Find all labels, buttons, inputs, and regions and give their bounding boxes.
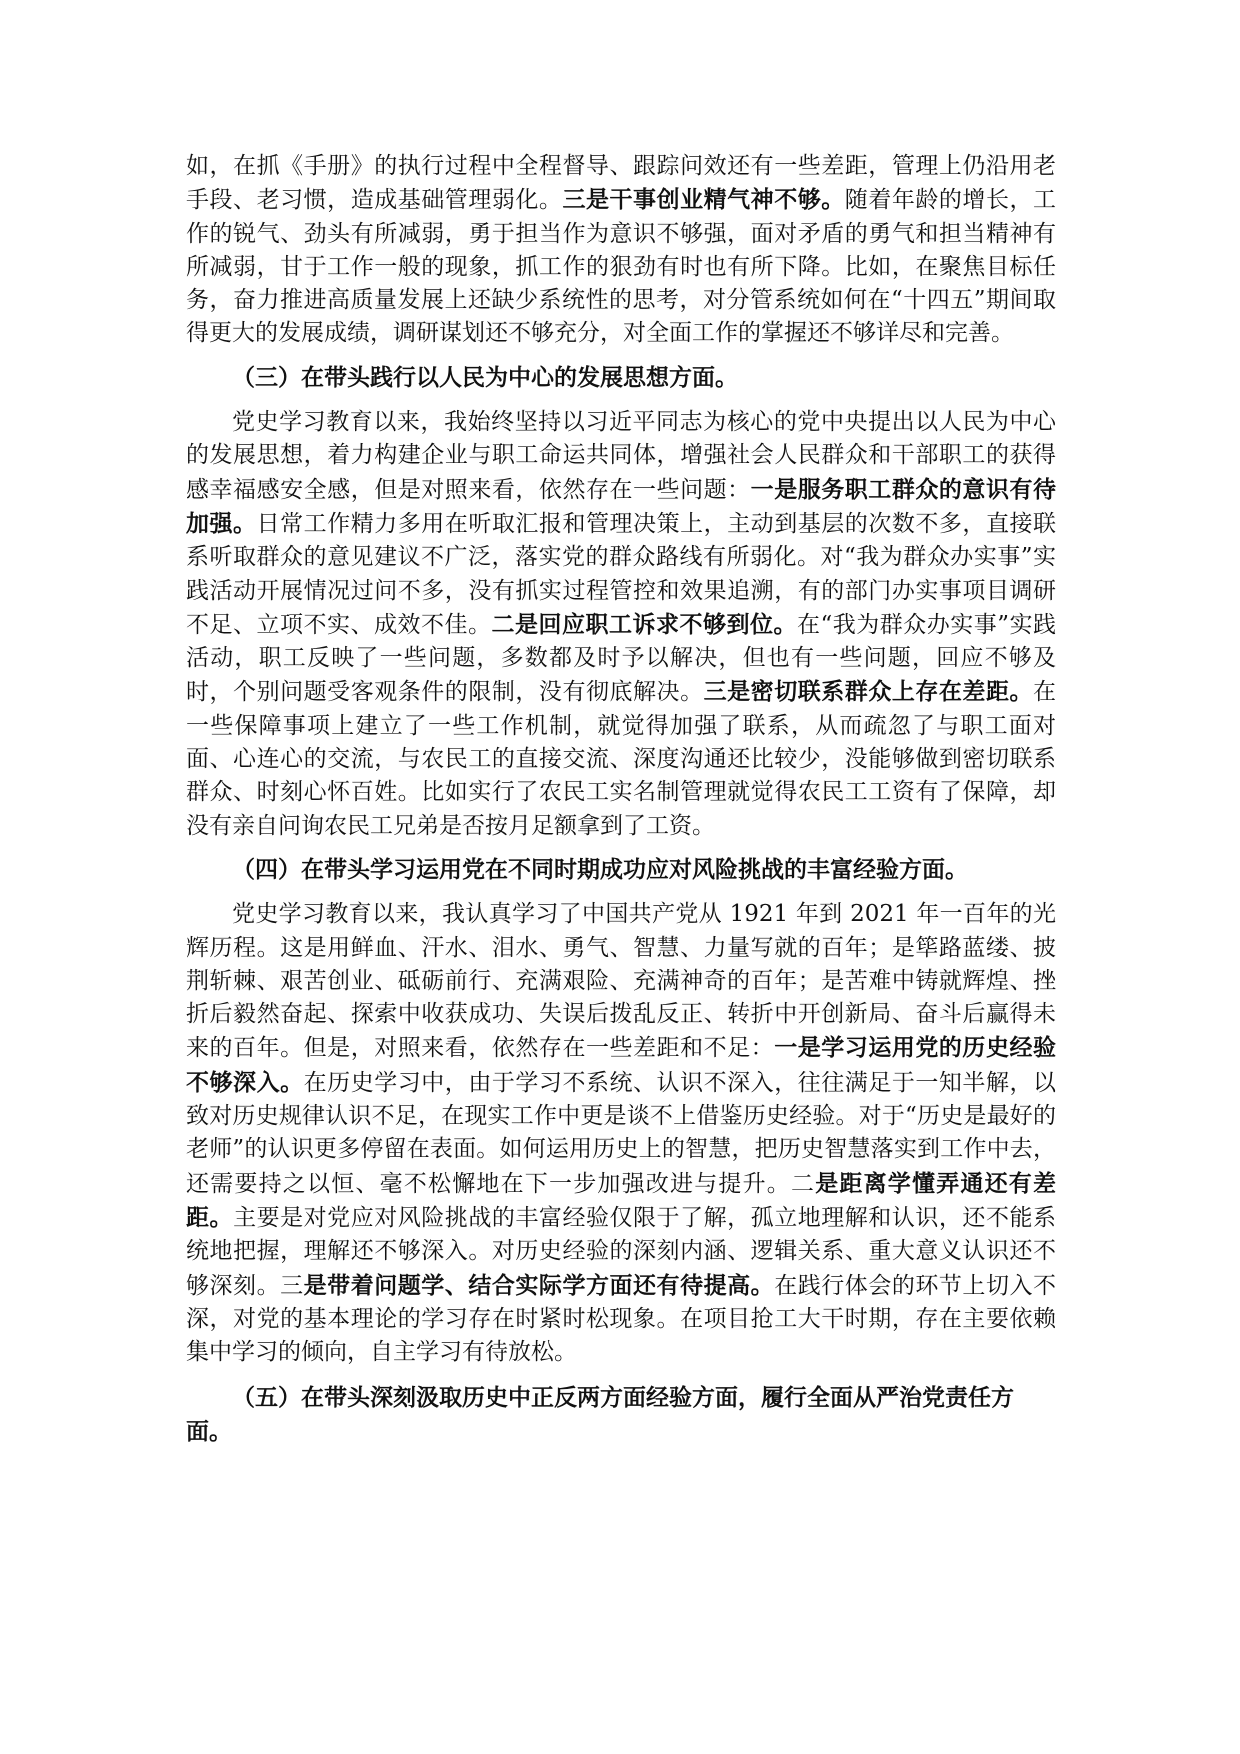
body-text: 在一些保障事项上建立了一些工作机制，就觉得加强了联系，从而疏忽了与职工面对面、心连心的交流，与农民工的直接交流、深度沟通还比较少，没能够做到密切联系群众、时刻心怀百姓。比如实行了农民工实名制管理就觉得农民工工资有了保障，却没有亲自问询农民工兄弟是否按月足额拿到了工资。	[186, 679, 1057, 839]
section-heading-3: （三）在带头践行以人民为中心的发展思想方面。	[232, 363, 738, 391]
paragraph-section-3	[186, 406, 1056, 843]
body-text: 主要是对党应对风险挑战的丰富经验仅限于了解，孤立地理解和认识，还不能系统地把握，理解还不够深入。对历史经验的深刻内涵、逻辑关系、重大意义认识还不够深刻。三	[186, 1204, 1057, 1299]
emphasis-text: 一是学习运用党的历史经验不够深入。	[186, 1034, 1057, 1096]
section-heading-4: （四）在带头学习运用党在不同时期成功应对风险挑战的丰富经验方面。	[232, 855, 968, 883]
emphasis-text: 三是密切联系群众上存在差距。	[703, 678, 1034, 706]
body-text: 日常工作精力多用在听取汇报和管理决策上，主动到基层的次数不多，直接联系听取群众的意见建议不广泛，落实党的群众路线有所弱化。对“我为群众办实事”实践活动开展情况过问不多，没有抓实过程管控和效果追溯，有的部门办实事项目调研不足、立项不实、成效不佳。	[186, 510, 1057, 638]
document-page	[186, 150, 1056, 1460]
emphasis-text: 一是服务职工群众的意识有待加强。	[186, 475, 1057, 537]
paragraph-section-4	[186, 898, 1056, 1369]
body-text: 党史学习教育以来，我认真学习了中国共产党从 1921 年到 2021 年一百年的光辉历程。这是用鲜血、汗水、泪水、勇气、智慧、力量写就的百年；是筚路蓝缕、披荆斩棘、艰苦创业、砥砺前行、充满艰险、充满神奇的百年；是苦难中铸就辉煌、挫折后毅然奋起、探索中收获成功、失误后拨乱反正、转折中开创新局、奋斗后赢得未来的百年。但是，对照来看，依然存在一些差距和不足：	[186, 901, 1056, 1062]
paragraph-continuation	[186, 150, 1056, 351]
body-text: 党史学习教育以来，我始终坚持以习近平同志为核心的党中央提出以人民为中心的发展思想，着力构建企业与职工命运共同体，增强社会人民群众和干部职工的获得感幸福感安全感，但是对照来看，依然存在一些问题：	[186, 409, 1056, 503]
body-text: 在践行体会的环节上切入不深，对党的基本理论的学习存在时紧时松现象。在项目抢工大干时期，存在主要依赖集中学习的倾向，自主学习有待放松。	[186, 1272, 1057, 1366]
section-heading-5: （五）在带头深刻汲取历史中正反两方面经验方面，履行全面从严治党责任方面。	[186, 1384, 1014, 1445]
emphasis-text: 是带着问题学、结合实际学方面还有待提高。	[303, 1271, 775, 1299]
body-text: 随着年龄的增长，工作的锐气、劲头有所减弱，勇于担当作为意识不够强，面对矛盾的勇气和担当精神有所减弱，甘于工作一般的现象，抓工作的狠劲有时也有所下降。比如，在聚焦目标任务，奋力推进高质量发展上还缺少系统性的思考，对分管系统如何在“十四五”期间取得更大的发展成绩，调研谋划还不够充分，对全面工作的掌握还不够详尽和完善。	[186, 187, 1057, 347]
emphasis-text: 是距离学懂弄通还有差距。	[186, 1169, 1057, 1231]
body-text: 如，在抓《手册》的执行过程中全程督导、跟踪问效还有一些差距，管理上仍沿用老手段、老习惯，造成基础管理弱化。	[186, 153, 1056, 214]
body-text: 在历史学习中，由于学习不系统、认识不深入，往往满足于一知半解，以致对历史规律认识不足，在现实工作中更是谈不上借鉴历史经验。对于“历史是最好的老师”的认识更多停留在表面。如何运用历史上的智慧，把历史智慧落实到工作中去，还需要持之以恒、毫不松懈地在下一步加强改进与提升。二	[186, 1069, 1057, 1197]
emphasis-text: 三是干事创业精气神不够。	[562, 186, 845, 214]
body-text: 在“我为群众办实事”实践活动，职工反映了一些问题，多数都及时予以解决，但也有一些问题，回应不够及时，个别问题受客观条件的限制，没有彻底解决。	[186, 611, 1057, 706]
emphasis-text: 二是回应职工诉求不够到位。	[491, 610, 797, 638]
